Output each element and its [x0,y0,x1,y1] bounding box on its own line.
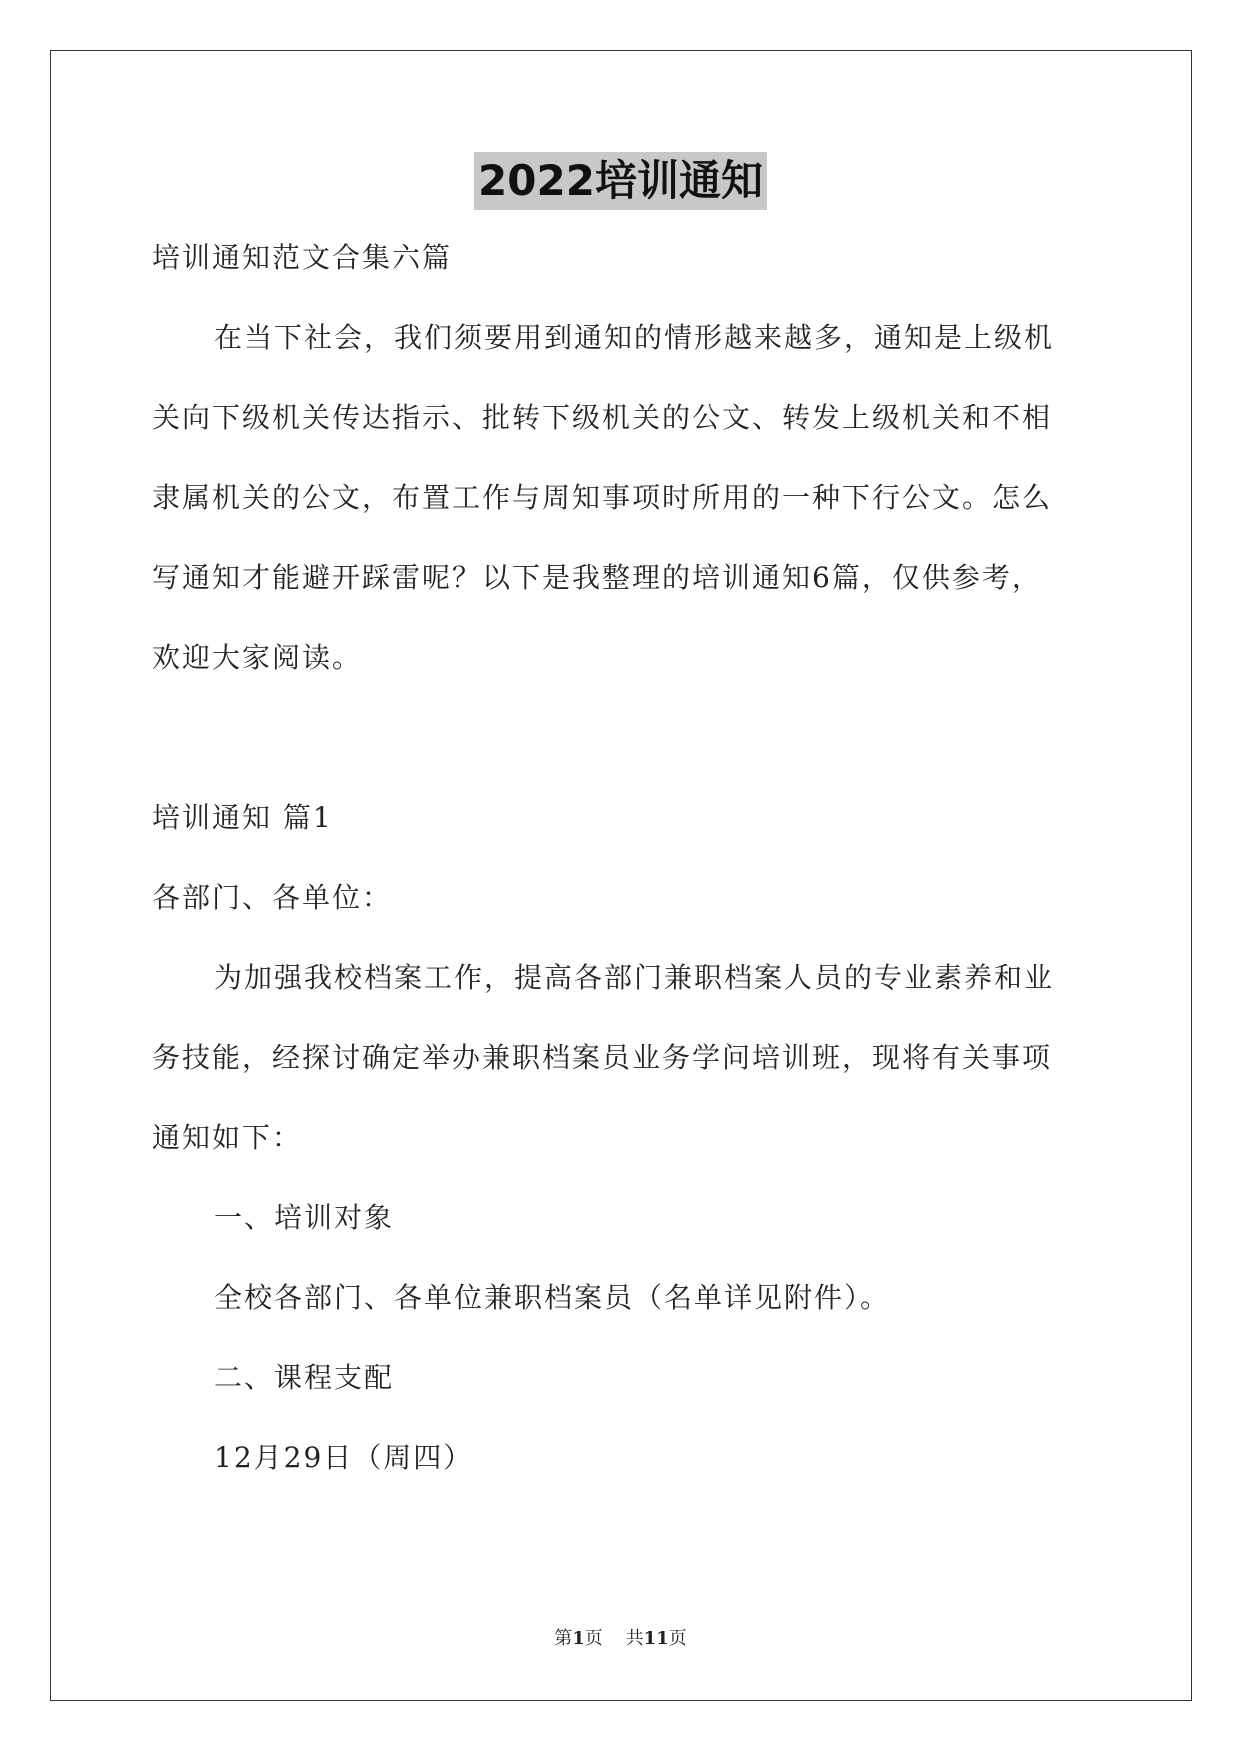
intro-line-3: 隶属机关的公文，布置工作与周知事项时所用的一种下行公文。怎么 [152,481,1053,514]
title-wrapper [0,152,1241,210]
item1-heading: 一、培训对象 [214,1201,395,1234]
footer-total-pages: 11 [643,1628,669,1649]
item2-heading: 二、课程支配 [214,1361,395,1394]
page-footer [0,1627,1241,1651]
body-line-1: 为加强我校档案工作，提高各部门兼职档案人员的专业素养和业 [214,961,1055,994]
intro-line-5: 欢迎大家阅读。 [152,641,363,674]
intro-line-4: 写通知才能避开踩雷呢？以下是我整理的培训通知6篇，仅供参考， [152,561,1042,594]
body-line-3: 通知如下： [152,1121,303,1154]
body-line-2: 务技能，经探讨确定举办兼职档案员业务学问培训班，现将有关事项 [152,1041,1053,1074]
footer-page-number: 1 [572,1628,585,1649]
section-heading: 培训通知 篇1 [152,801,333,834]
footer-total-prefix: 共 [625,1628,644,1649]
intro-line-2: 关向下级机关传达指示、批转下级机关的公文、转发上级机关和不相 [152,401,1053,434]
date-line: 12月29日（周四） [214,1441,474,1474]
footer-total-suffix: 页 [668,1628,687,1649]
footer-prefix: 第 [554,1628,573,1649]
salutation: 各部门、各单位： [152,881,393,914]
document-title: 2022培训通知 [474,152,767,210]
document-subtitle: 培训通知范文合集六篇 [152,241,453,274]
footer-page-suffix: 页 [584,1628,603,1649]
intro-line-1: 在当下社会，我们须要用到通知的情形越来越多，通知是上级机 [214,321,1055,354]
item1-text: 全校各部门、各单位兼职档案员（名单详见附件）。 [214,1281,891,1314]
